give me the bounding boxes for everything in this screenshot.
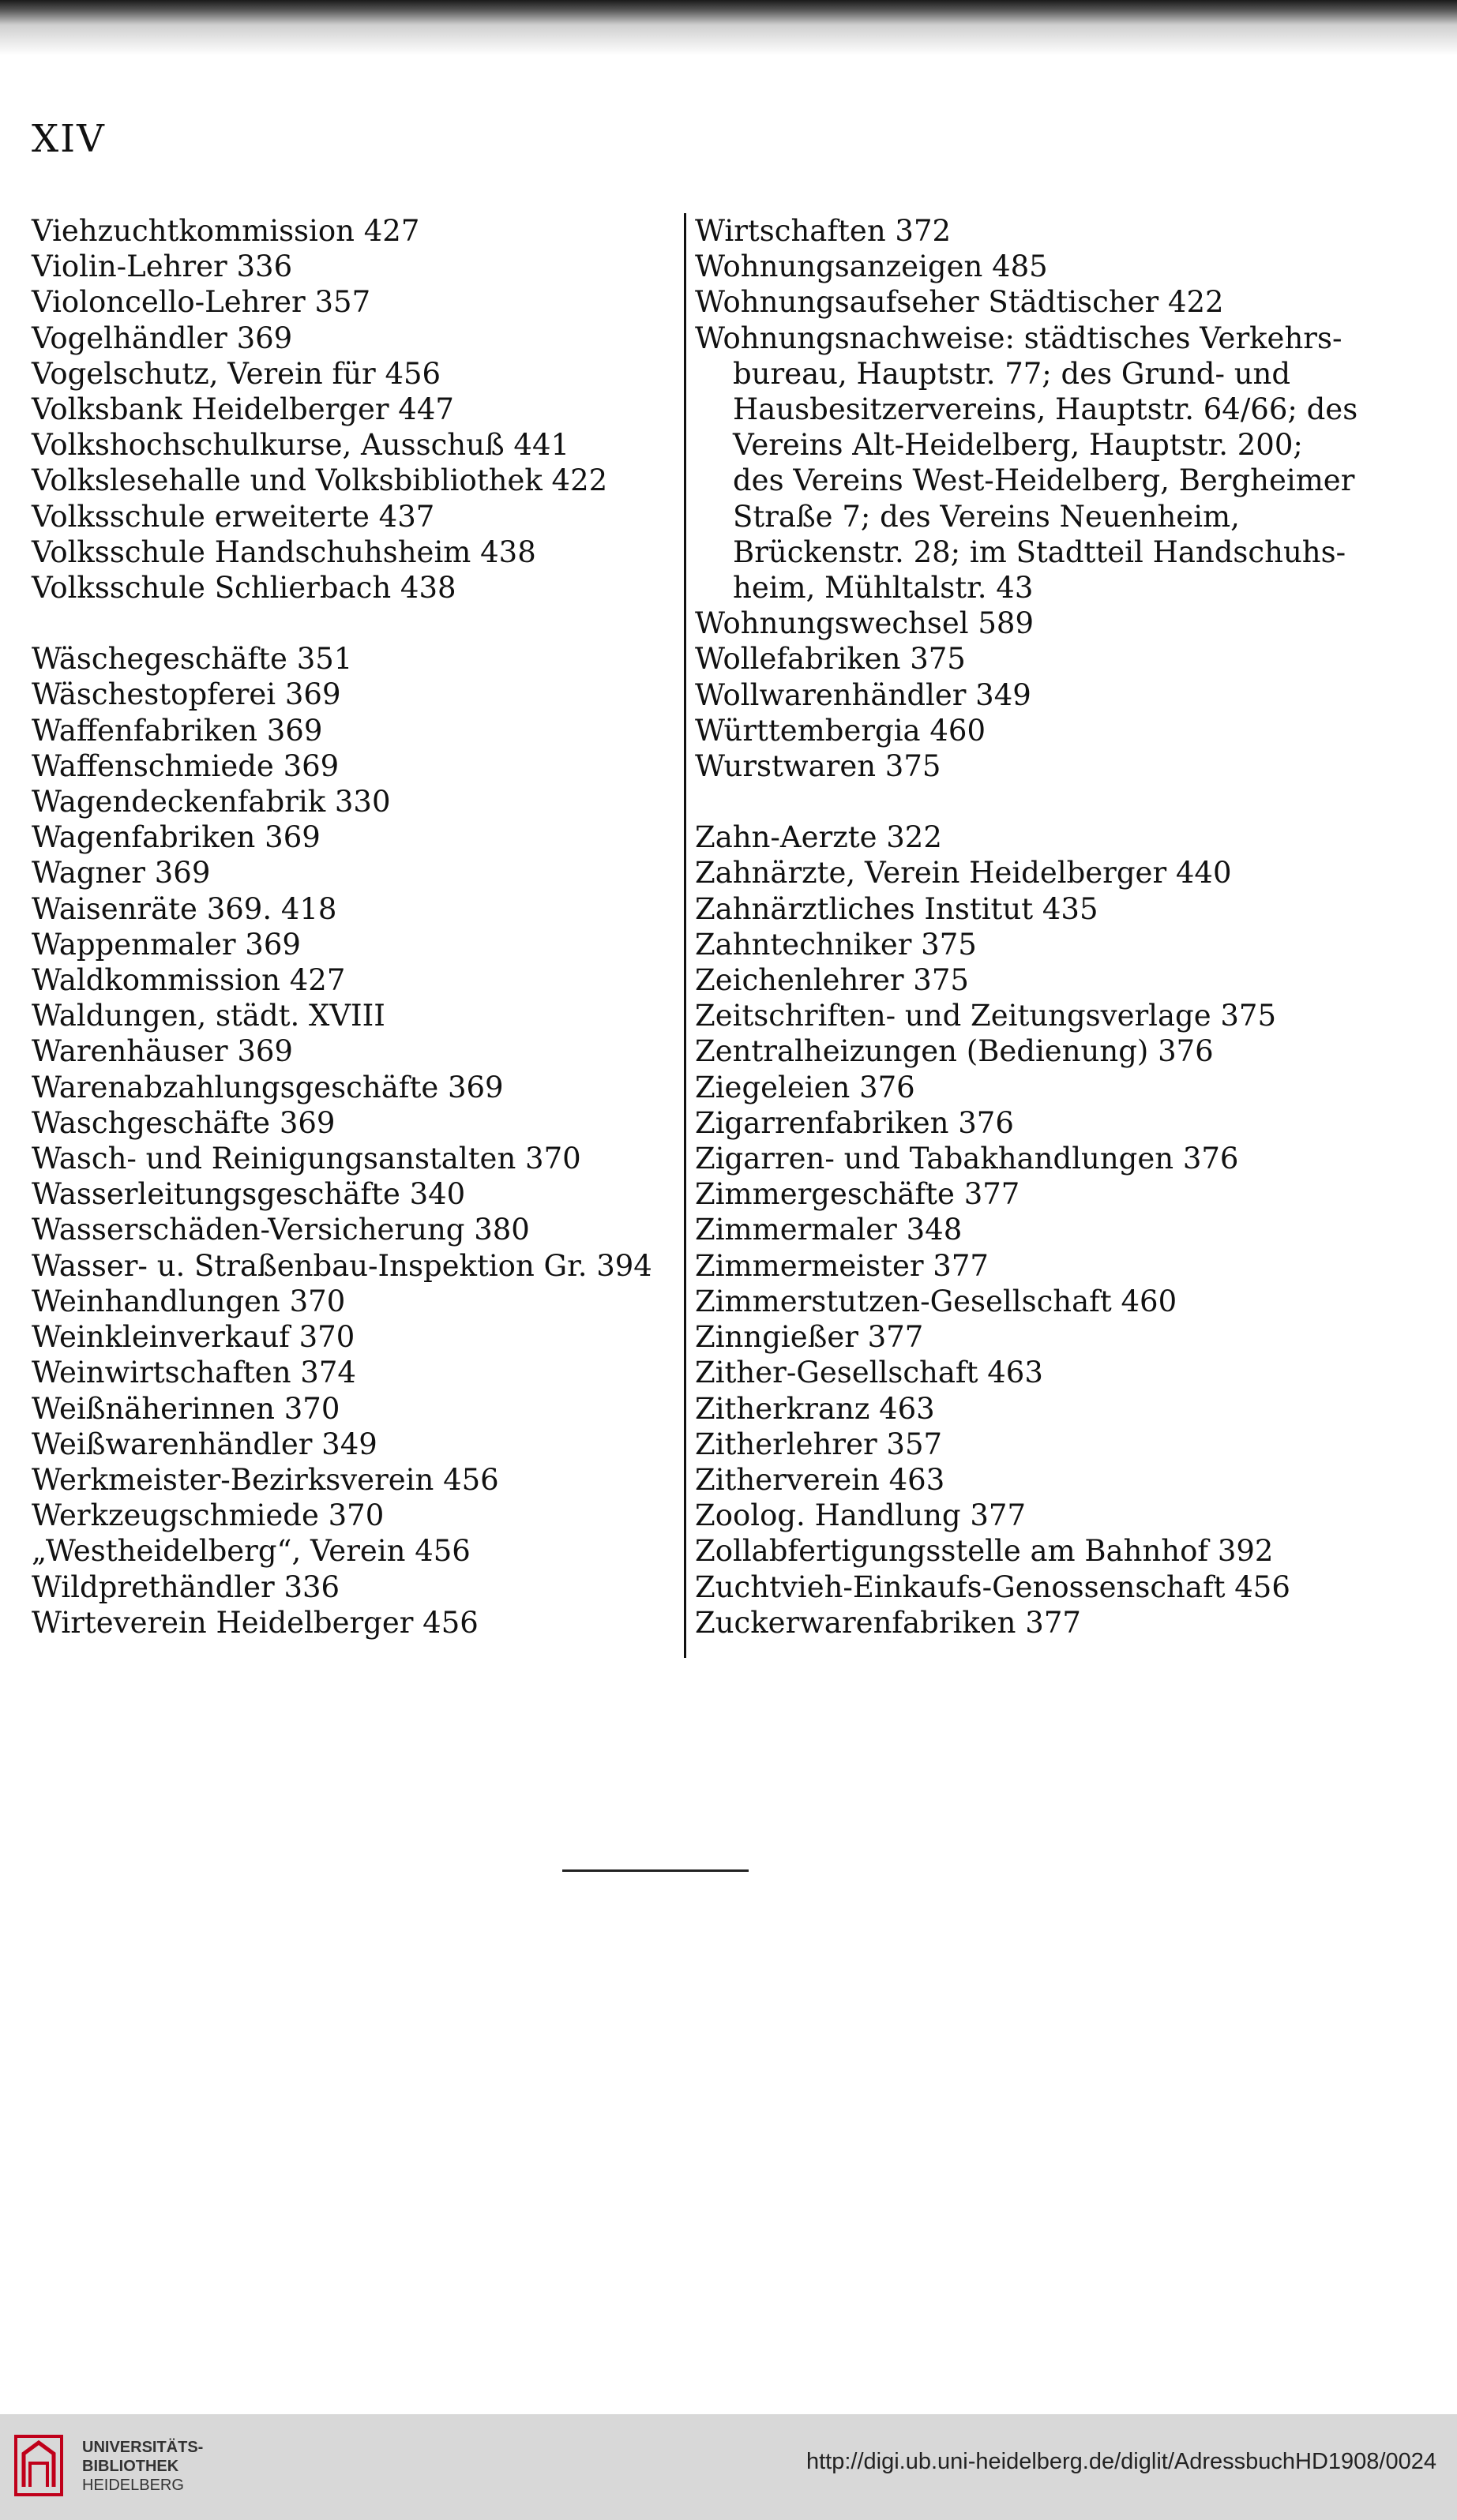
index-entry: Wildprethändler 336 (32, 1569, 340, 1604)
index-entry: Viehzuchtkommission 427 (32, 214, 420, 248)
index-entry: Wasserleitungsgeschäfte 340 (32, 1177, 466, 1212)
index-entry: Zimmergeschäfte 377 (695, 1177, 1020, 1212)
index-entry: Violoncello-Lehrer 357 (32, 285, 371, 320)
index-entry: Wirtschaften 372 (695, 214, 952, 248)
index-entry: Wäschegeschäfte 351 (32, 642, 353, 677)
index-entry: Wasserschäden-Versicherung 380 (32, 1213, 530, 1247)
index-entry-continuation: Vereins Alt-Heidelberg, Hauptstr. 200; (733, 428, 1303, 463)
index-entry: Waldungen, städt. XVIII (32, 999, 385, 1033)
index-entry: Wäschestopferei 369 (32, 677, 341, 712)
index-entry: Warenhäuser 369 (32, 1034, 293, 1069)
index-entry: Wasser- u. Straßenbau-Inspektion Gr. 394 (32, 1248, 652, 1283)
index-entry: Zigarrenfabriken 376 (695, 1105, 1014, 1140)
column-divider (684, 213, 686, 1658)
index-entry: Zitherlehrer 357 (695, 1427, 943, 1461)
index-entry: Violin-Lehrer 336 (32, 249, 293, 284)
index-entry-continuation: Hausbesitzervereins, Hauptstr. 64/66; des (733, 392, 1358, 427)
index-entry: Zither-Gesellschaft 463 (695, 1356, 1043, 1390)
index-entry: Weißwarenhändler 349 (32, 1427, 377, 1461)
index-entry: Zuckerwarenfabriken 377 (695, 1605, 1081, 1640)
index-entry: Zoolog. Handlung 377 (695, 1498, 1026, 1533)
scan-top-edge (0, 0, 1457, 55)
index-entry: Zahn-Aerzte 322 (695, 820, 942, 855)
index-entry: Zahntechniker 375 (695, 927, 977, 962)
index-entry: Volksschule erweiterte 437 (32, 499, 435, 534)
index-entry: Wasch- und Reinigungsanstalten 370 (32, 1142, 581, 1176)
library-name-line: HEIDELBERG (82, 2477, 184, 2494)
index-entry: Vogelhändler 369 (32, 321, 293, 355)
index-entry: Waffenschmiede 369 (32, 748, 340, 783)
left-column (32, 213, 663, 1641)
library-name-line: BIBLIOTHEK (82, 2458, 179, 2475)
right-column (695, 213, 1429, 1641)
index-entry: Wohnungsaufseher Städtischer 422 (695, 285, 1224, 320)
index-entry: Volkslesehalle und Volksbibliothek 422 (32, 463, 608, 498)
index-entry: Zollabfertigungsstelle am Bahnhof 392 (695, 1534, 1274, 1569)
library-name-line: UNIVERSITÄTS- (82, 2439, 204, 2456)
index-entry: Wappenmaler 369 (32, 927, 301, 962)
library-logo-icon (13, 2432, 65, 2499)
index-entry: Werkmeister-Bezirksverein 456 (32, 1462, 499, 1497)
index-entry: Vogelschutz, Verein für 456 (32, 356, 441, 391)
index-entry: Zinngießer 377 (695, 1320, 924, 1355)
index-entry: Zeitschriften- und Zeitungsverlage 375 (695, 999, 1277, 1033)
source-url[interactable]: http://digi.ub.uni-heidelberg.de/diglit/AdressbuchHD1908/0024 (805, 2449, 1436, 2474)
index-entry: Volkshochschulkurse, Ausschuß 441 (32, 428, 570, 463)
index-entry: Zentralheizungen (Bedienung) 376 (695, 1034, 1214, 1069)
index-entry: Volksschule Handschuhsheim 438 (32, 534, 536, 569)
index-entry: Warenabzahlungsgeschäfte 369 (32, 1070, 504, 1104)
index-entry: Weinhandlungen 370 (32, 1284, 346, 1318)
index-entry: Waldkommission 427 (32, 963, 346, 998)
index-entry: Weinkleinverkauf 370 (32, 1320, 355, 1355)
index-entry: Wagendeckenfabrik 330 (32, 785, 391, 819)
index-entry: Wohnungswechsel 589 (695, 606, 1035, 641)
index-entry: Zigarren- und Tabakhandlungen 376 (695, 1142, 1239, 1176)
index-entry: Weißnäherinnen 370 (32, 1391, 340, 1426)
index-entry: Wagner 369 (32, 856, 211, 891)
index-entry: Zeichenlehrer 375 (695, 963, 969, 998)
index-entry: Werkzeugschmiede 370 (32, 1498, 385, 1533)
index-entry: Wagenfabriken 369 (32, 820, 321, 855)
index-entry: Waffenfabriken 369 (32, 713, 323, 748)
index-entry-continuation: heim, Mühltalstr. 43 (733, 571, 1034, 606)
footer-bar (0, 2414, 1457, 2520)
index-entry: Zimmerstutzen-Gesellschaft 460 (695, 1284, 1177, 1318)
index-entry-continuation: Brückenstr. 28; im Stadtteil Handschuhs- (733, 534, 1346, 569)
index-entry: Wurstwaren 375 (695, 749, 941, 784)
index-entry: Volksschule Schlierbach 438 (32, 571, 456, 606)
index-entry: Wollwarenhändler 349 (695, 677, 1031, 712)
page-number: XIV (32, 117, 106, 161)
index-entry: Weinwirtschaften 374 (32, 1356, 356, 1390)
index-entry: Wohnungsnachweise: städtisches Verkehrs- (695, 321, 1342, 355)
library-name (82, 2438, 203, 2495)
index-entry-continuation: bureau, Hauptstr. 77; des Grund- und (733, 356, 1291, 391)
index-entry: Württembergia 460 (695, 713, 986, 748)
index-entry: Zitherkranz 463 (695, 1391, 935, 1426)
index-entry: Zitherverein 463 (695, 1462, 945, 1497)
index-entry: Ziegeleien 376 (695, 1070, 915, 1104)
index-entry: Zimmermeister 377 (695, 1248, 989, 1283)
index-entry: Zahnärzte, Verein Heidelberger 440 (695, 856, 1232, 891)
end-rule (562, 1869, 749, 1872)
index-entry: Waschgeschäfte 369 (32, 1105, 336, 1140)
index-entry: Wollefabriken 375 (695, 642, 966, 677)
index-entry: Wohnungsanzeigen 485 (695, 249, 1048, 284)
index-entry: Zahnärztliches Institut 435 (695, 891, 1098, 926)
index-entry: Waisenräte 369. 418 (32, 891, 337, 926)
index-entry-continuation: Straße 7; des Vereins Neuenheim, (733, 499, 1240, 534)
index-entry: „Westheidelberg“, Verein 456 (32, 1534, 471, 1569)
index-entry: Zuchtvieh-Einkaufs-Genossenschaft 456 (695, 1569, 1290, 1604)
index-entry: Volksbank Heidelberger 447 (32, 392, 454, 427)
index-entry-continuation: des Vereins West-Heidelberg, Bergheimer (733, 463, 1355, 498)
index-entry: Wirteverein Heidelberger 456 (32, 1605, 479, 1640)
index-entry: Zimmermaler 348 (695, 1213, 963, 1247)
